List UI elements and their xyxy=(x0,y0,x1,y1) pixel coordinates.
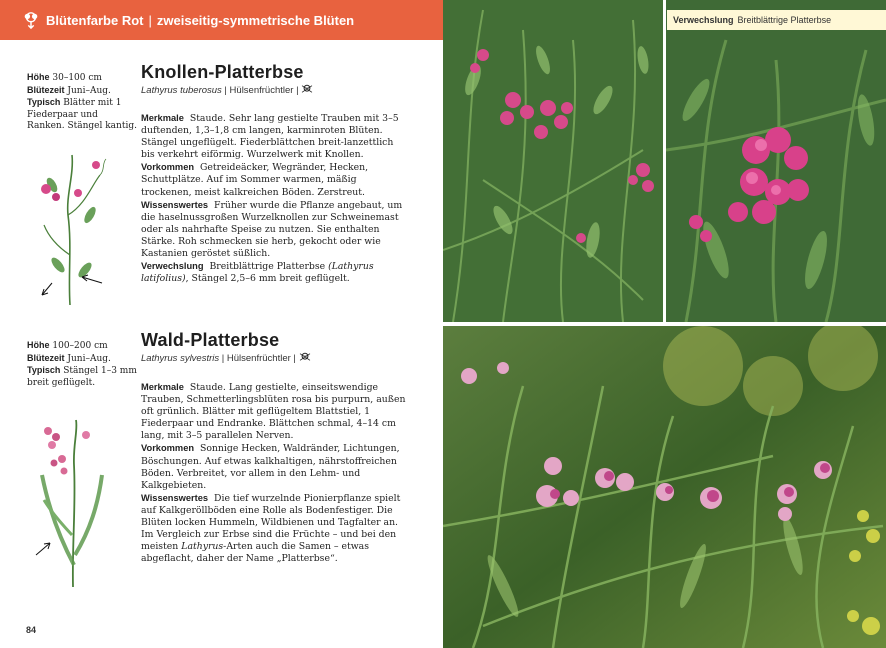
merkmale-text: Staude. Lang gestielte, einseitswendige Trauben, Schmetterlingsblüten rosa bis purpurn, außen oft grünlich. Blätter mit geflügeltem Blattstiel, 1 Fiederpaar und Endranke. Blättchen schmal, 4–14 cm lang, mit 3–5 parallelen Nerven. xyxy=(141,382,406,442)
header-category: Blütenfarbe Rot xyxy=(46,12,144,28)
species-2-description xyxy=(141,381,409,565)
typisch-value: Stängel 1–3 mm breit geflügelt. xyxy=(27,366,137,388)
flower-logo-icon xyxy=(22,11,40,29)
wissenswertes-label: Wissenswertes xyxy=(141,199,209,210)
hoehe-value: 30–100 cm xyxy=(52,73,102,83)
typisch-value: Blätter mit 1 Fiederpaar und Ranken. Stängel kantig. xyxy=(27,98,137,132)
typisch-label: Typisch xyxy=(27,365,61,376)
verwechslung-text: Breitblättrige Platterbse xyxy=(209,261,326,273)
knollen-platterbse-photo xyxy=(443,0,663,322)
wissenswertes-rest: -Arten auch die Samen – etwas abgeflacht, daher der Name „Platterbse“. xyxy=(141,541,369,565)
vorkommen-text: Getreideäcker, Wegränder, Hecken, Schuttplätze. Auf im Sommer warmen, mäßig trockenen, meist kalkreichen Böden. Zerstreut. xyxy=(141,162,369,198)
vorkommen-label: Vorkommen xyxy=(141,162,195,173)
species-1-description xyxy=(141,112,409,285)
vorkommen-label: Vorkommen xyxy=(141,443,195,454)
hoehe-label: Höhe xyxy=(27,72,50,82)
typisch-label: Typisch xyxy=(27,97,61,108)
verwechslung-rest: , Stängel 2,5–6 mm breit geflügelt. xyxy=(185,273,350,285)
merkmale-label: Merkmale xyxy=(141,382,184,392)
header-separator: | xyxy=(148,12,152,28)
vorkommen-text: Sonnige Hecken, Waldränder, Lichtungen, Böschungen. Auf etwas kalkhaltigen, nährstoffreichen Böden. Verbreitet, vor allem in den Lehm- und Kalkgebieten. xyxy=(141,443,400,491)
species-1-latin: Lathyrus tuberosus xyxy=(141,85,222,96)
bluetezeit-label: Blütezeit xyxy=(27,84,65,95)
bluetezeit-value: Juni–Aug. xyxy=(67,85,111,96)
wissenswertes-text: Die tief wurzelnde Pionierpflanze spielt auf Kalkgeröllböden eine Rolle als Bodenfestiger. Die Blüten locken Hummeln, Wildbienen und Tagfalter an. Im Vergleich zur Erbse sind die Früchte – und bei den meisten xyxy=(141,492,401,553)
hoehe-value: 100–200 cm xyxy=(52,341,108,351)
species-2-title: Wald-Platterbse xyxy=(141,330,280,350)
verwechslung-latin: (Lathyrus latifolius) xyxy=(141,261,374,285)
chapter-header xyxy=(0,0,443,40)
species-2-latin: Lathyrus sylvestris xyxy=(141,353,220,364)
confusion-label-name: Breitblättrige Platterbse xyxy=(737,15,832,25)
merkmale-text: Staude. Sehr lang gestielte Trauben mit 3–5 duftenden, 1,3–1,8 cm langen, karminroten Blüten. Stängel ungeflügelt. Fiederblättchen breit-lanzettlich bis verkehrt eiförmig. Wurzelwerk mit Knollen. xyxy=(141,113,399,161)
header-subcategory: zweiseitig-symmetrische Blüten xyxy=(156,12,355,28)
confusion-label xyxy=(667,10,886,30)
species-1-title: Knollen-Platterbse xyxy=(141,62,304,82)
wald-platterbse-illustration xyxy=(28,415,118,590)
bluetezeit-value: Juni–Aug. xyxy=(67,353,111,364)
wald-platterbse-photo xyxy=(443,326,886,648)
knollen-platterbse-illustration xyxy=(30,145,110,310)
skull-crossbones-icon xyxy=(299,352,311,362)
confusion-label-title: Verwechslung xyxy=(673,15,734,25)
verwechslung-label: Verwechslung xyxy=(141,261,204,272)
skull-crossbones-icon xyxy=(301,84,313,94)
species-2-subtitle: Lathyrus sylvestris | Hülsenfrüchtler | xyxy=(141,352,311,364)
species-1-subtitle: Lathyrus tuberosus | Hülsenfrüchtler | xyxy=(141,84,313,96)
species-2-facts xyxy=(27,340,137,389)
species-2-family: Hülsenfrüchtler xyxy=(226,353,291,364)
species-1-facts xyxy=(27,72,137,133)
wissenswertes-latin: Lathyrus xyxy=(181,541,224,553)
page-number: 84 xyxy=(26,625,37,635)
species-1-family: Hülsenfrüchtler xyxy=(229,85,294,96)
bluetezeit-label: Blütezeit xyxy=(27,352,65,363)
wissenswertes-text: Früher wurde die Pflanze angebaut, um die haselnussgroßen Wurzelknollen zur Schweinemast oder als nahrhafte Speise zu nutzen. Sie enthalten Stärke. Roh schmecken sie herb, gekocht oder wie Kastanien geröstet süßlich. xyxy=(141,199,403,260)
breitblaettrige-platterbse-photo xyxy=(666,0,886,322)
wissenswertes-label: Wissenswertes xyxy=(141,492,209,503)
merkmale-label: Merkmale xyxy=(141,113,184,123)
hoehe-label: Höhe xyxy=(27,340,50,350)
